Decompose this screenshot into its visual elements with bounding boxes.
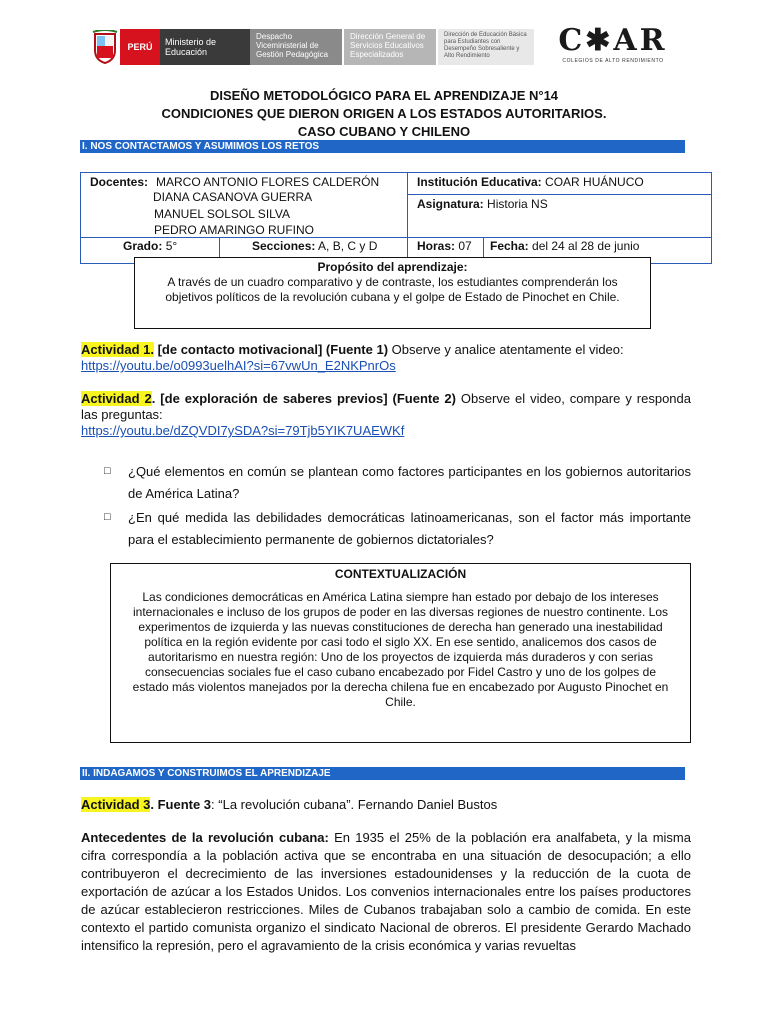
coar-subtitle: COLEGIOS DE ALTO RENDIMIENTO (562, 58, 664, 64)
docentes-label: Docentes: (90, 175, 149, 189)
activity-3-label: Actividad 3 (81, 797, 151, 812)
question-item: ¿En qué medida las debilidades democráticas latinoamericanas, son el factor más importante para el establecimiento permanente de gobiernos dictatoriales? (128, 510, 691, 547)
activity-1-label: Actividad 1. (81, 342, 154, 357)
activity-1-text: Observe y analice atentamente el video: (388, 342, 624, 357)
secciones-value: A, B, C y D (318, 239, 378, 253)
activity-3 (81, 797, 691, 813)
activity-3-text: : “La revolución cubana”. Fernando Daniel Bustos (211, 797, 498, 812)
ministry-logo (120, 29, 250, 65)
activity-2-type: . [de exploración de saberes previos] (151, 391, 388, 406)
antecedentes-text: En 1935 el 25% de la población era analfabeta, y la misma cifra correspondía a la población activa que se encontraba en una situación de desocupación; a ello contribuyeron el decrecimiento de las inversiones estadounidenses y la reducción de la cuota de exportación de azúcar a los Estados Unidos. Los convenios internacionales entre los países productores de azúcar establecieron restricciones. Miles de Cubanos trabajaban solo a cambio de comida. En este contexto el partido comunista organizo el sindicato Nacional de obreros. El presidente Gerardo Machado intensifico la represión, pero el agravamiento de la crisis económica y varias revueltas (81, 830, 691, 953)
peru-coat-of-arms-icon (92, 30, 118, 64)
viceministry-logo: Despacho Viceministerial de Gestión Pedagógica (250, 29, 342, 65)
activity-2-label: Actividad 2 (81, 391, 152, 406)
fecha-value: del 24 al 28 de junio (532, 239, 640, 253)
debedsar-logo: Dirección de Educación Básica para Estudiantes con Desempeño Sobresaliente y Alto Rendimiento (438, 29, 534, 65)
table-divider (407, 172, 408, 265)
activity-1 (81, 342, 691, 374)
activity-1-source: (Fuente 1) (325, 342, 389, 357)
coar-wordmark: C✱AR (558, 23, 668, 58)
table-divider (407, 194, 712, 195)
proposito-text: A través de un cuadro comparativo y de contraste, los estudiantes comprenderán los objetivos políticos de la revolución cubana y el golpe de Estado de Pinochet en Chile. (165, 275, 620, 304)
secciones-label: Secciones: (252, 239, 316, 253)
teacher-name: MARCO ANTONIO FLORES CALDERÓN (156, 175, 380, 189)
section-1-header: I. NOS CONTACTAMOS Y ASUMIMOS LOS RETOS (80, 140, 685, 153)
section-2-header: II. INDAGAMOS Y CONSTRUIMOS EL APRENDIZAJE (80, 767, 685, 780)
peru-label: PERÚ (120, 29, 160, 65)
antecedentes-heading: Antecedentes de la revolución cubana: (81, 830, 329, 845)
context-text: Las condiciones democráticas en América Latina siempre han estado por debajo de los intereses internacionales e incluso de los grupos de poder en las diversas regiones de nuestro continente. Los experimentos de izquierda y las nuevas constituciones de derecha han generado una inestabilidad política en la región evidente por casi todo el siglo XX. En ese sentido, analicemos dos casos de autoritarismo en nuestra región: Uno de los proyectos de izquierda más duraderos y con serias consecuencias sociales fue el caso cubano encabezado por Fidel Castro y uno de los golpes de estado más violentos manejados por la derecha chilena fue en encabezado por Augusto Pinochet en Chile. (132, 590, 669, 709)
horas-value: 07 (458, 239, 472, 253)
activity-1-video-link[interactable]: https://youtu.be/o0993uelhAI?si=67vwUn_E2NKPnrOs (81, 358, 396, 373)
doc-title-line3: CASO CUBANO Y CHILENO (297, 124, 471, 139)
antecedentes-paragraph (81, 829, 691, 955)
horas-label: Horas: (417, 239, 456, 253)
doc-title-line1: DISEÑO METODOLÓGICO PARA EL APRENDIZAJE N°14 (209, 88, 559, 103)
teacher-name: PEDRO AMARINGO RUFINO (154, 223, 315, 237)
proposito-box (134, 257, 651, 329)
institucion-label: Institución Educativa: (417, 175, 542, 189)
dgsee-logo: Dirección General de Servicios Educativos Especializados (344, 29, 436, 65)
asignatura-value: Historia NS (487, 197, 548, 211)
question-item: ¿Qué elementos en común se plantean como factores participantes en los gobiernos autoritarios de América Latina? (128, 464, 691, 501)
activity-3-source: . Fuente 3 (150, 797, 212, 812)
institucion-value: COAR HUÁNUCO (545, 175, 644, 189)
context-title: CONTEXTUALIZACIÓN (334, 567, 467, 581)
teacher-name: DIANA CASANOVA GUERRA (153, 190, 313, 204)
activity-2-source: (Fuente 2) (392, 391, 456, 406)
activity-2-video-link[interactable]: https://youtu.be/dZQVDI7ySDA?si=79Tjb5YIK7UAEWKf (81, 423, 405, 438)
activity-2 (81, 391, 691, 439)
bullet-icon: □ (104, 511, 111, 523)
ministry-name: Ministerio de Educación (160, 29, 250, 65)
teacher-name: MANUEL SOLSOL SILVA (154, 207, 291, 221)
asignatura-label: Asignatura: (417, 197, 484, 211)
grado-label: Grado: (123, 239, 163, 253)
activity-2-text: Observe el video, compare y responda las preguntas: (81, 391, 691, 422)
grado-value: 5° (165, 239, 178, 253)
bullet-icon: □ (104, 465, 111, 477)
fecha-label: Fecha: (490, 239, 529, 253)
contextualizacion-box (110, 563, 691, 743)
activity-1-type: [de contacto motivacional] (157, 342, 323, 357)
coar-logo (552, 23, 674, 66)
doc-title-line2: CONDICIONES QUE DIERON ORIGEN A LOS ESTADOS AUTORITARIOS. (161, 106, 607, 121)
proposito-title: Propósito del aprendizaje: (317, 260, 468, 274)
